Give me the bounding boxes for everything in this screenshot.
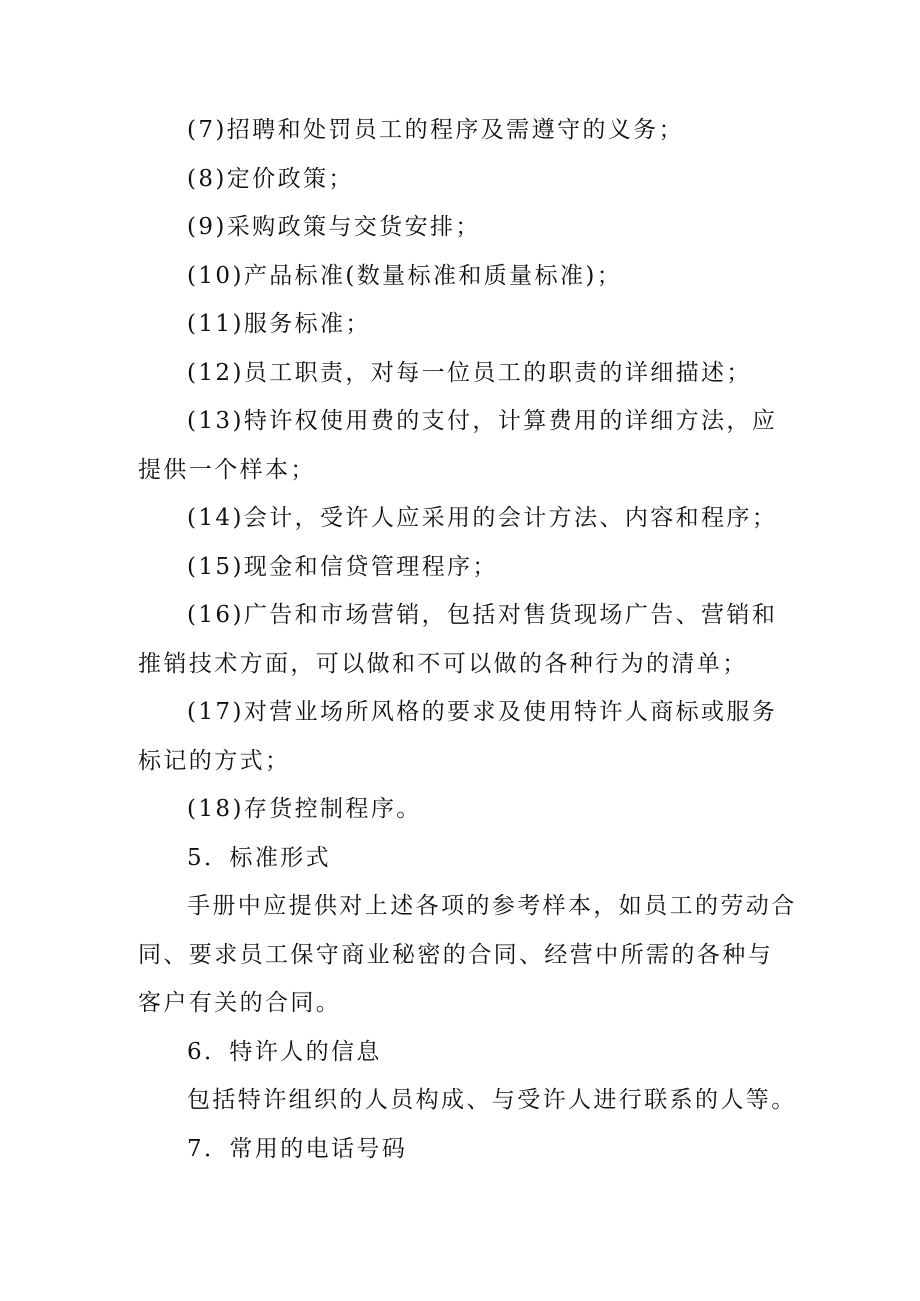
paragraph-item-15: (15)现金和信贷管理程序；: [187, 553, 498, 580]
paragraph-item-18: (18)存货控制程序。: [187, 796, 422, 822]
section-heading-franchisor-info: 6．特许人的信息: [187, 1038, 382, 1065]
paragraph-item-11: (11)服务标准；: [187, 311, 371, 337]
paragraph-item-9: (9)采购政策与交货安排；: [187, 214, 481, 240]
document-body: [138, 106, 798, 1173]
section-heading-standard-forms: 5．标准形式: [187, 844, 332, 871]
paragraph-franchisor-info: 包括特许组织的人员构成、与受许人进行联系的人等。: [187, 1087, 797, 1113]
paragraph-item-17: (17)对营业场所风格的要求及使用特许人商标或服务标记的方式；: [138, 699, 778, 774]
paragraph-item-16: (16)广告和市场营销，包括对售货现场广告、营销和推销技术方面，可以做和不可以做的各种行为的清单；: [138, 602, 778, 677]
paragraph-item-10: (10)产品标准(数量标准和质量标准)；: [187, 262, 623, 289]
paragraph-standard-forms: 手册中应提供对上述各项的参考样本，如员工的劳动合同、要求员工保守商业秘密的合同、经营中所需的各种与客户有关的合同。: [138, 893, 797, 1016]
paragraph-item-12: (12)员工职责，对每一位员工的职责的详细描述；: [187, 359, 752, 386]
paragraph-item-13: (13)特许权使用费的支付，计算费用的详细方法，应提供一个样本；: [138, 408, 778, 483]
section-heading-phone-numbers: 7．常用的电话号码: [187, 1135, 408, 1162]
paragraph-item-14: (14)会计，受许人应采用的会计方法、内容和程序；: [187, 505, 778, 531]
paragraph-item-8: (8)定价政策；: [187, 165, 354, 192]
paragraph-item-7: (7)招聘和处罚员工的程序及需遵守的义务；: [187, 117, 684, 143]
